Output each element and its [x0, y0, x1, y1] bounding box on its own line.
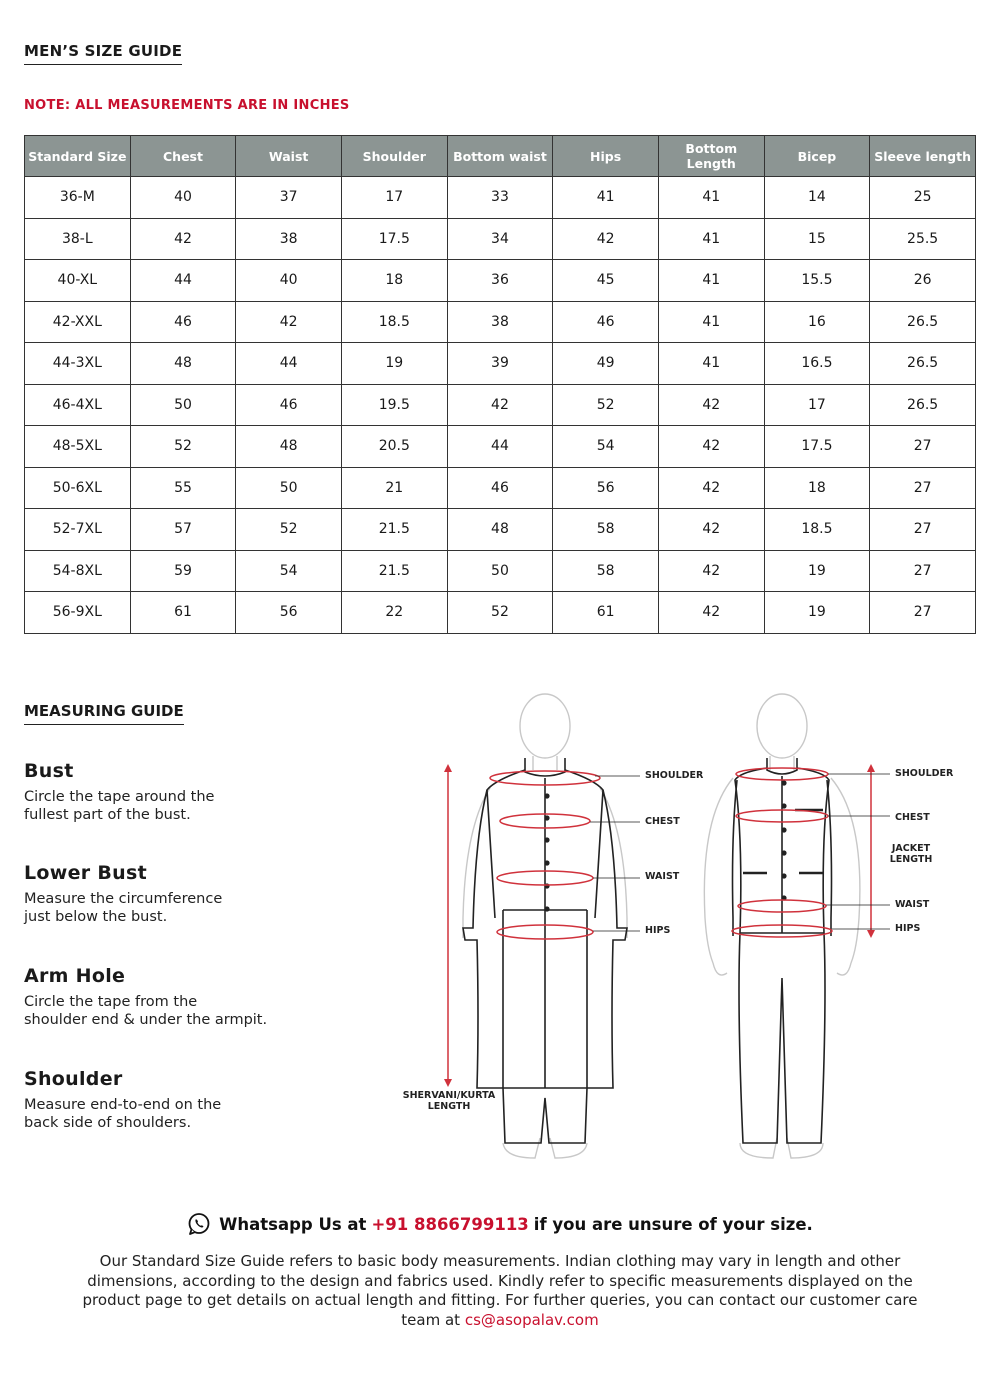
table-cell: 18: [341, 260, 447, 302]
table-cell: 42: [553, 218, 659, 260]
table-row: [25, 177, 976, 219]
table-cell: 42-XXL: [25, 301, 131, 343]
table-row: [25, 218, 976, 260]
column-header: Shoulder: [341, 136, 447, 177]
table-cell: 16: [764, 301, 870, 343]
table-cell: 58: [553, 509, 659, 551]
table-cell: 38-L: [25, 218, 131, 260]
table-cell: 42: [658, 509, 764, 551]
table-cell: 19: [764, 592, 870, 634]
table-cell: 46: [236, 384, 342, 426]
table-row: [25, 343, 976, 385]
table-cell: 48: [447, 509, 553, 551]
jacket-waist-label: WAIST: [895, 899, 930, 910]
table-cell: 17.5: [764, 426, 870, 468]
table-cell: 42: [658, 467, 764, 509]
table-row: [25, 550, 976, 592]
table-cell: 42: [658, 384, 764, 426]
kurta-length-label: SHERVANI/KURTA LENGTH: [402, 1090, 496, 1112]
table-cell: 17.5: [341, 218, 447, 260]
table-cell: 44-3XL: [25, 343, 131, 385]
column-header: Waist: [236, 136, 342, 177]
table-cell: 41: [658, 343, 764, 385]
kurta-waist-label: WAIST: [645, 871, 680, 882]
table-cell: 41: [553, 177, 659, 219]
table-cell: 14: [764, 177, 870, 219]
jacket-hips-label: HIPS: [895, 923, 921, 934]
jacket-length-label: JACKET LENGTH: [889, 843, 933, 865]
measurement-illustration: [395, 688, 985, 1168]
table-cell: 50: [130, 384, 236, 426]
table-cell: 46-4XL: [25, 384, 131, 426]
table-cell: 50: [236, 467, 342, 509]
guide-heading: Shoulder: [24, 1068, 123, 1090]
table-cell: 16.5: [764, 343, 870, 385]
table-row: [25, 467, 976, 509]
footer-disclaimer: [80, 1252, 920, 1330]
table-cell: 17: [341, 177, 447, 219]
table-cell: 52-7XL: [25, 509, 131, 551]
kurta-hips-label: HIPS: [645, 925, 671, 936]
table-row: [25, 260, 976, 302]
table-cell: 20.5: [341, 426, 447, 468]
table-cell: 52: [236, 509, 342, 551]
table-cell: 26.5: [870, 301, 976, 343]
footer-text: Our Standard Size Guide refers to basic body measurements. Indian clothing may vary in length and other dimensions, according to the design and fabrics used. Kindly refer to specific measurements displayed on the product page to get details on actual length and fitting. For further queries, you can contact our customer care team at: [82, 1252, 918, 1329]
table-cell: 48: [130, 343, 236, 385]
table-cell: 27: [870, 550, 976, 592]
table-cell: 27: [870, 592, 976, 634]
table-cell: 21.5: [341, 509, 447, 551]
table-cell: 19: [764, 550, 870, 592]
table-cell: 52: [130, 426, 236, 468]
table-cell: 50-6XL: [25, 467, 131, 509]
guide-text: Circle the tape from the shoulder end & under the armpit.: [24, 994, 268, 1028]
guide-item-shoulder: [24, 1068, 364, 1132]
kurta-shoulder-label: SHOULDER: [645, 770, 704, 781]
whatsapp-icon: [187, 1212, 211, 1236]
table-cell: 27: [870, 467, 976, 509]
guide-item-bust: [24, 760, 364, 824]
table-cell: 18: [764, 467, 870, 509]
table-cell: 19: [341, 343, 447, 385]
column-header: Bottom waist: [447, 136, 553, 177]
table-cell: 42: [658, 550, 764, 592]
table-cell: 42: [236, 301, 342, 343]
table-cell: 41: [658, 177, 764, 219]
table-cell: 54: [553, 426, 659, 468]
table-cell: 15.5: [764, 260, 870, 302]
table-cell: 18.5: [764, 509, 870, 551]
measurement-note: NOTE: ALL MEASUREMENTS ARE IN INCHES: [24, 98, 350, 113]
table-cell: 45: [553, 260, 659, 302]
kurta-chest-label: CHEST: [645, 816, 680, 827]
table-cell: 18.5: [341, 301, 447, 343]
table-cell: 25: [870, 177, 976, 219]
size-table: [24, 135, 976, 634]
table-cell: 41: [658, 301, 764, 343]
table-row: [25, 426, 976, 468]
guide-item-lower-bust: [24, 862, 364, 926]
table-cell: 61: [130, 592, 236, 634]
table-cell: 41: [658, 260, 764, 302]
column-header: Bicep: [764, 136, 870, 177]
table-cell: 38: [236, 218, 342, 260]
table-cell: 55: [130, 467, 236, 509]
table-cell: 44: [447, 426, 553, 468]
guide-text: Measure end-to-end on the back side of shoulders.: [24, 1097, 222, 1131]
table-cell: 33: [447, 177, 553, 219]
table-cell: 19.5: [341, 384, 447, 426]
guide-text: Circle the tape around the fullest part of the bust.: [24, 789, 215, 823]
table-cell: 61: [553, 592, 659, 634]
table-cell: 15: [764, 218, 870, 260]
table-cell: 46: [553, 301, 659, 343]
table-cell: 26: [870, 260, 976, 302]
column-header: Sleeve length: [870, 136, 976, 177]
table-cell: 41: [658, 218, 764, 260]
table-cell: 38: [447, 301, 553, 343]
guide-text: Measure the circumference just below the bust.: [24, 891, 223, 925]
table-cell: 37: [236, 177, 342, 219]
table-cell: 54-8XL: [25, 550, 131, 592]
table-cell: 44: [130, 260, 236, 302]
table-row: [25, 592, 976, 634]
table-header-row: [25, 136, 976, 177]
whatsapp-suffix: if you are unsure of your size.: [533, 1214, 813, 1234]
table-cell: 21.5: [341, 550, 447, 592]
column-header: Standard Size: [25, 136, 131, 177]
table-cell: 39: [447, 343, 553, 385]
column-header: Chest: [130, 136, 236, 177]
table-cell: 56-9XL: [25, 592, 131, 634]
table-cell: 21: [341, 467, 447, 509]
column-header: Hips: [553, 136, 659, 177]
guide-heading: Arm Hole: [24, 965, 126, 987]
table-cell: 40: [236, 260, 342, 302]
table-cell: 17: [764, 384, 870, 426]
measuring-guide-title: MEASURING GUIDE: [24, 702, 184, 725]
table-cell: 36: [447, 260, 553, 302]
support-email-link[interactable]: cs@asopalav.com: [464, 1310, 599, 1329]
table-cell: 22: [341, 592, 447, 634]
page-title: MEN’S SIZE GUIDE: [24, 42, 182, 65]
table-cell: 26.5: [870, 343, 976, 385]
guide-heading: Bust: [24, 760, 74, 782]
table-cell: 50: [447, 550, 553, 592]
table-cell: 42: [130, 218, 236, 260]
table-cell: 52: [553, 384, 659, 426]
guide-item-arm-hole: [24, 965, 364, 1029]
column-header: Bottom Length: [658, 136, 764, 177]
table-cell: 25.5: [870, 218, 976, 260]
table-cell: 48: [236, 426, 342, 468]
table-cell: 27: [870, 509, 976, 551]
table-cell: 40-XL: [25, 260, 131, 302]
jacket-shoulder-label: SHOULDER: [895, 768, 954, 779]
table-cell: 56: [236, 592, 342, 634]
table-cell: 56: [553, 467, 659, 509]
table-cell: 36-M: [25, 177, 131, 219]
table-row: [25, 384, 976, 426]
table-cell: 27: [870, 426, 976, 468]
table-cell: 49: [553, 343, 659, 385]
whatsapp-contact: [0, 1212, 1000, 1236]
table-cell: 42: [658, 592, 764, 634]
table-cell: 44: [236, 343, 342, 385]
table-cell: 57: [130, 509, 236, 551]
table-cell: 34: [447, 218, 553, 260]
table-cell: 58: [553, 550, 659, 592]
whatsapp-phone-link[interactable]: +91 8866799113: [371, 1214, 529, 1234]
table-cell: 40: [130, 177, 236, 219]
guide-heading: Lower Bust: [24, 862, 147, 884]
table-cell: 54: [236, 550, 342, 592]
table-cell: 42: [447, 384, 553, 426]
table-row: [25, 301, 976, 343]
table-cell: 48-5XL: [25, 426, 131, 468]
jacket-chest-label: CHEST: [895, 812, 930, 823]
table-cell: 42: [658, 426, 764, 468]
table-cell: 26.5: [870, 384, 976, 426]
table-cell: 46: [130, 301, 236, 343]
table-row: [25, 509, 976, 551]
table-cell: 52: [447, 592, 553, 634]
table-cell: 46: [447, 467, 553, 509]
table-cell: 59: [130, 550, 236, 592]
whatsapp-prefix: Whatsapp Us at: [219, 1214, 367, 1234]
